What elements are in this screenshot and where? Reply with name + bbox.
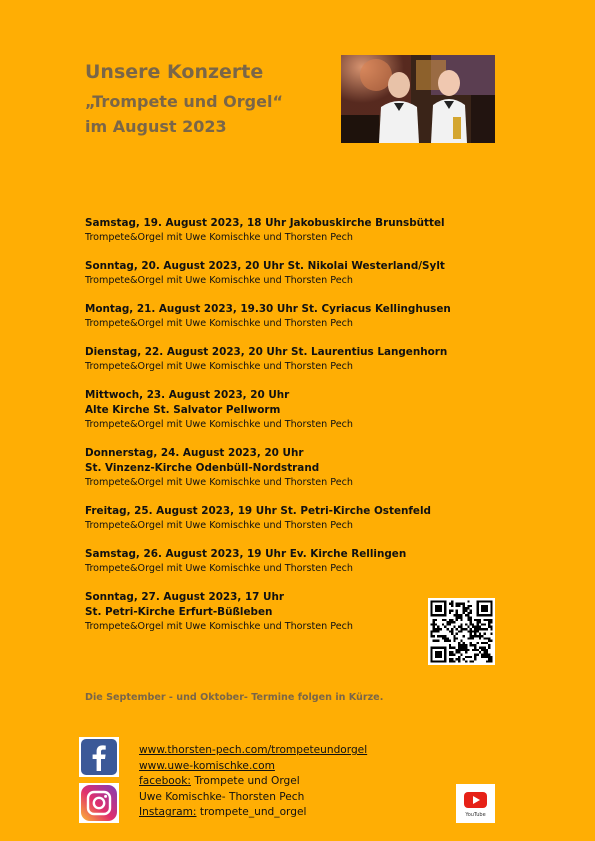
list-item: [85, 345, 485, 374]
youtube-icon[interactable]: [456, 784, 495, 823]
page-month: im August 2023: [85, 117, 227, 136]
page-subtitle: „Trompete und Orgel“: [85, 92, 283, 111]
event-heading: Samstag, 26. August 2023, 19 Uhr Ev. Kirche Rellingen: [85, 548, 407, 560]
list-item: [85, 547, 485, 576]
website-link-komischke[interactable]: www.uwe-komischke.com: [139, 759, 275, 772]
musicians-photo: [341, 55, 495, 143]
event-heading: Freitag, 25. August 2023, 19 Uhr St. Petri-Kirche Ostenfeld: [85, 505, 431, 517]
event-venue: St. Petri-Kirche Erfurt-Büßleben: [85, 606, 273, 618]
facebook-label[interactable]: facebook:: [139, 775, 191, 788]
facebook-value: Trompete und Orgel: [190, 775, 300, 788]
facebook-icon[interactable]: [79, 737, 119, 777]
event-subline: Trompete&Orgel mit Uwe Komischke und Thorsten Pech: [85, 419, 353, 430]
event-subline: Trompete&Orgel mit Uwe Komischke und Thorsten Pech: [85, 563, 353, 574]
list-item: [85, 388, 485, 432]
event-subline: Trompete&Orgel mit Uwe Komischke und Thorsten Pech: [85, 477, 353, 488]
contact-links: [139, 743, 367, 821]
event-venue: St. Vinzenz-Kirche Odenbüll-Nordstrand: [85, 462, 320, 474]
artist-names: Uwe Komischke- Thorsten Pech: [139, 790, 305, 803]
event-heading: Samstag, 19. August 2023, 18 Uhr Jakobuskirche Brunsbüttel: [85, 217, 445, 229]
event-subline: Trompete&Orgel mit Uwe Komischke und Thorsten Pech: [85, 275, 353, 286]
event-venue: Alte Kirche St. Salvator Pellworm: [85, 404, 281, 416]
event-heading: Donnerstag, 24. August 2023, 20 Uhr: [85, 447, 304, 459]
footnote: Die September - und Oktober- Termine folgen in Kürze.: [85, 692, 384, 703]
event-list: [85, 216, 485, 648]
list-item: [85, 446, 485, 490]
instagram-value: trompete_und_orgel: [196, 806, 307, 819]
instagram-label[interactable]: Instagram:: [139, 806, 197, 819]
page-title: Unsere Konzerte: [85, 61, 264, 83]
event-heading: Dienstag, 22. August 2023, 20 Uhr St. Laurentius Langenhorn: [85, 346, 448, 358]
event-subline: Trompete&Orgel mit Uwe Komischke und Thorsten Pech: [85, 232, 353, 243]
list-item: [85, 590, 485, 634]
event-subline: Trompete&Orgel mit Uwe Komischke und Thorsten Pech: [85, 318, 353, 329]
instagram-icon[interactable]: [79, 783, 119, 823]
event-subline: Trompete&Orgel mit Uwe Komischke und Thorsten Pech: [85, 361, 353, 372]
event-heading: Mittwoch, 23. August 2023, 20 Uhr: [85, 389, 290, 401]
event-subline: Trompete&Orgel mit Uwe Komischke und Thorsten Pech: [85, 621, 353, 632]
list-item: [85, 259, 485, 288]
event-heading: Montag, 21. August 2023, 19.30 Uhr St. Cyriacus Kellinghusen: [85, 303, 451, 315]
list-item: [85, 504, 485, 533]
list-item: [85, 216, 485, 245]
event-heading: Sonntag, 27. August 2023, 17 Uhr: [85, 591, 284, 603]
youtube-label: YouTube: [465, 812, 486, 818]
event-subline: Trompete&Orgel mit Uwe Komischke und Thorsten Pech: [85, 520, 353, 531]
list-item: [85, 302, 485, 331]
event-heading: Sonntag, 20. August 2023, 20 Uhr St. Nikolai Westerland/Sylt: [85, 260, 445, 272]
qr-code[interactable]: [428, 598, 495, 665]
website-link-pech[interactable]: www.thorsten-pech.com/trompeteundorgel: [139, 744, 368, 756]
